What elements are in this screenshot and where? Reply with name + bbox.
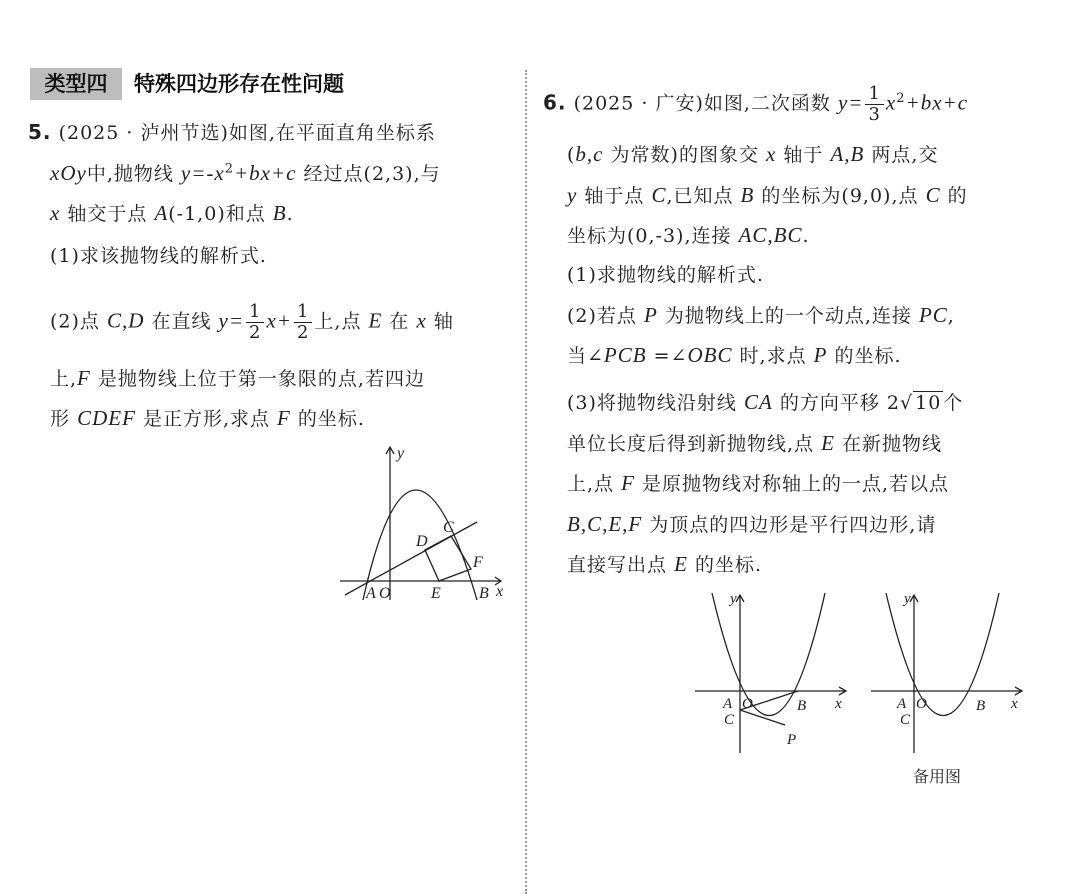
p6-text: 坐标为(0,-3),连接 — [567, 225, 732, 247]
p5-question-2-line-3 — [50, 404, 365, 433]
p6-text: 两点,交 — [871, 144, 939, 166]
p5-number: 5. — [28, 120, 52, 144]
p6-x: x — [766, 142, 777, 166]
p6-figure-1 — [690, 588, 850, 758]
p6f1-label-o: O — [742, 696, 753, 712]
p6-line-4 — [567, 221, 810, 250]
p6-text: 的 — [947, 185, 968, 207]
p6-text: 在新抛物线 — [841, 433, 942, 455]
p5-question-2-line-2 — [50, 364, 425, 393]
p6-point-b: B — [740, 183, 755, 207]
p6f2-label-y: y — [904, 591, 911, 607]
p6-source: (2025 · 广安) — [573, 92, 704, 115]
column-divider — [525, 70, 527, 894]
p5-point-f: F — [77, 366, 91, 390]
p5-square-cdef — [425, 536, 471, 581]
p5-text: 在直线 — [151, 310, 212, 333]
p6-text: 为顶点的四边形是平行四边形,请 — [649, 514, 937, 536]
p6-points-bcef: B,C,E,F — [567, 512, 643, 536]
p6f2-label-a: A — [897, 696, 907, 712]
p6-text: 时,求点 — [739, 345, 807, 367]
p6-text: 是原抛物线对称轴上的一点,若以点 — [641, 473, 950, 495]
p5-label-a: A — [366, 585, 376, 602]
p5-question-1: (1)求该抛物线的解析式. — [50, 245, 267, 267]
p5-text: 中,抛物线 — [86, 163, 174, 185]
p5-label-f: F — [473, 554, 483, 571]
p5-point-f: F — [277, 406, 291, 430]
p6-point-c: C — [925, 183, 941, 207]
p5-text: . — [286, 203, 294, 225]
p5-label-e: E — [431, 585, 441, 602]
p6-question-3-line-4 — [567, 510, 936, 539]
p6-question-3-line-5 — [567, 550, 762, 579]
p6-text: 当∠ — [567, 345, 604, 367]
p5-square-cdef: CDEF — [77, 406, 136, 430]
p5-text: 轴交于点 — [67, 203, 148, 225]
p6-angle-pcb: PCB — [603, 343, 647, 367]
p6-points-ab: A,B — [830, 142, 865, 166]
p6-text: 上,点 — [567, 473, 615, 495]
p5-label-d: D — [416, 533, 428, 550]
p6-question-1: (1)求抛物线的解析式. — [567, 264, 764, 286]
p6-ray-ca: CA — [743, 390, 773, 414]
p6-point-e: E — [821, 431, 835, 455]
p6-text: 为抛物线上的一个动点,连接 — [664, 305, 912, 327]
p5-label-o: O — [379, 585, 391, 602]
p5-text: (2)点 — [50, 310, 100, 333]
p6-text: , — [947, 305, 955, 327]
p6-text: ( — [567, 144, 576, 166]
p6-y: y — [567, 183, 578, 207]
p6-segment-pc: PC — [918, 303, 948, 327]
p5-label-c: C — [443, 519, 454, 536]
p6-fraction: $\frac{1}{3}$ — [865, 84, 883, 125]
p6-equation-rest: +bx+c — [905, 90, 969, 115]
p6f1-label-y: y — [730, 591, 737, 607]
p6-point-f: F — [621, 471, 635, 495]
p6-text: (3)将抛物线沿射线 — [567, 392, 737, 414]
p6-text: 单位长度后得到新抛物线,点 — [567, 433, 815, 455]
p6-segments: AC,BC — [738, 223, 803, 247]
p6f2-label-x: x — [1011, 696, 1018, 712]
p6-bc: b,c — [575, 142, 604, 166]
p6f1-label-b: B — [797, 698, 807, 714]
p5-text: 经过点(2,3),与 — [303, 163, 441, 185]
p5-text: 轴 — [433, 310, 454, 333]
p5-equation: y=-x — [180, 161, 225, 185]
p6-figure-2 — [866, 588, 1026, 758]
p5-text: 上, — [50, 368, 78, 390]
p6-text: 轴于 — [783, 144, 824, 166]
p6-angle-obc: OBC — [687, 343, 733, 367]
p6-text: 轴于点 — [584, 185, 645, 207]
p5-label-x: x — [496, 583, 504, 600]
p6-equation: x — [885, 90, 897, 115]
p5-xoy: xOy — [50, 161, 87, 185]
p5-x: x — [50, 201, 61, 225]
p6-text: 为常数)的图象交 — [610, 144, 759, 166]
p6-point-c: C — [651, 183, 667, 207]
p6-line-2 — [567, 140, 938, 169]
p5-text: 上,点 — [314, 310, 362, 333]
p6-text: (2)若点 — [567, 305, 637, 327]
p6-text: 的坐标为(9,0),点 — [761, 185, 919, 207]
p6-question-3-line-3 — [567, 469, 949, 498]
p5-line-2: xOy中,抛物线 $y=-x^2+bx+c$ 经过点(2,3),与 — [50, 161, 441, 185]
p6-text: 的坐标. — [834, 345, 902, 367]
p5-label-b: B — [479, 585, 489, 602]
p5-text: 是正方形,求点 — [142, 408, 270, 430]
p6f2-label-o: O — [916, 696, 927, 712]
p6f1-label-x: x — [835, 696, 842, 712]
p6-text: 如图,二次函数 — [703, 92, 831, 115]
p5-line-3 — [50, 199, 294, 228]
p6-question-3: (3)将抛物线沿射线 CA 的方向平移 2√ 10 个 — [567, 390, 964, 414]
p6-radicand: 10 — [915, 392, 942, 414]
p5-line-cd — [345, 522, 477, 595]
p6-text: =∠ — [653, 345, 688, 367]
p5-y: y= — [218, 308, 245, 333]
p5-text: 在 — [389, 310, 410, 333]
p6-question-2 — [567, 301, 955, 330]
p6-point-e: E — [674, 552, 688, 576]
p5-figure — [335, 440, 515, 610]
figure-caption: 备用图 — [913, 767, 962, 786]
p5-x: x — [416, 308, 427, 333]
p6-point-p: P — [813, 343, 828, 367]
p5-line-1 — [28, 118, 436, 147]
p5-equation-rest: +bx+c — [234, 161, 297, 185]
p5-source: (2025 · 泸州节选) — [58, 122, 229, 144]
p6-text: ,已知点 — [666, 185, 734, 207]
p5-text: 形 — [50, 408, 71, 430]
p5-text: 是抛物线上位于第一象限的点,若四边 — [97, 368, 425, 390]
p6-question-3-line-2 — [567, 429, 942, 458]
section-title: 特殊四边形存在性问题 — [134, 72, 344, 96]
p6-text: 的方向平移 2 — [779, 392, 900, 414]
p5-points-cd: C,D — [106, 308, 145, 333]
p6-y: y= — [837, 90, 864, 115]
p6-text: 个 — [943, 392, 964, 414]
p6f2-label-c: C — [900, 712, 911, 728]
section-tag: 类型四 — [30, 68, 122, 100]
p5-text: (-1,0)和点 — [168, 203, 266, 225]
p6-number: 6. — [543, 90, 567, 115]
p6f2-label-b: B — [976, 698, 986, 714]
p5-point-a: A — [154, 201, 169, 225]
p6-point-p: P — [643, 303, 658, 327]
p5-fraction-1: $\frac{1}{2}$ — [246, 302, 264, 343]
p5-intro: 如图,在平面直角坐标系 — [228, 122, 436, 144]
p5-fraction-2: $\frac{1}{2}$ — [294, 302, 312, 343]
p6-text: 直接写出点 — [567, 554, 668, 576]
p6f1-label-c: C — [724, 712, 735, 728]
p5-x-plus: x+ — [266, 308, 292, 333]
p6-text: . — [802, 225, 810, 247]
p6f1-label-p: P — [787, 732, 797, 748]
p6-line-1: 6. (2025 · 广安)如图,二次函数 y= $\frac{1}{3}$ $x^2+bx+c$ — [543, 83, 969, 125]
p6-line-3 — [567, 181, 968, 210]
p5-question-2 — [50, 302, 454, 343]
p5-label-y: y — [397, 445, 405, 462]
p5-point-b: B — [272, 201, 287, 225]
p6f1-label-a: A — [723, 696, 733, 712]
p6-text: 的坐标. — [694, 554, 762, 576]
p5-text: 的坐标. — [297, 408, 365, 430]
p5-point-e: E — [368, 308, 383, 333]
p6-question-2-line-2 — [567, 341, 902, 370]
